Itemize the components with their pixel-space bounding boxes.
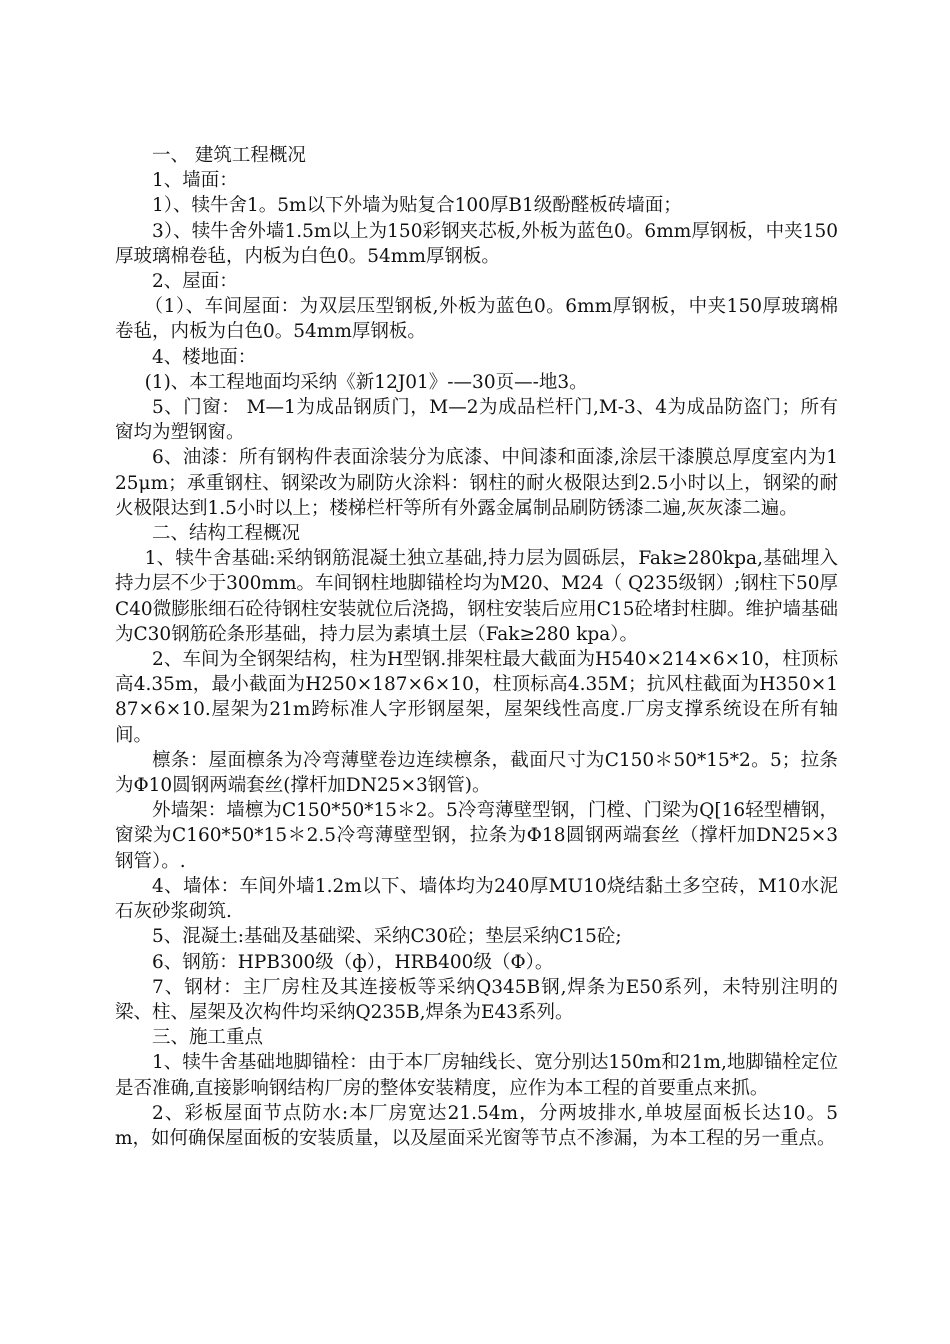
- paragraph: 5、门窗： M—1为成品钢质门，M—2为成品栏杆门,M-3、4为成品防盗门；所有窗均为塑钢窗。: [115, 397, 838, 444]
- paragraph: 6、油漆：所有钢构件表面涂装分为底漆、中间漆和面漆,涂层干漆膜总厚度室内为125μm；承重钢柱、钢梁改为刷防火涂料：钢柱的耐火极限达到2.5小时以上，钢梁的耐火极限达到1.5小时以上；楼梯栏杆等所有外露金属制品刷防锈漆二遍,灰灰漆二遍。: [115, 447, 838, 519]
- paragraph: 4、墙体：车间外墙1.2m以下、墙体均为240厚MU10烧结黏土多空砖，M10水泥石灰砂浆砌筑.: [115, 875, 838, 923]
- paragraph: 7、钢材：主厂房柱及其连接板等采纳Q345B钢,焊条为E50系列，未特别注明的梁、柱、屋架及次构件均采纳Q235B,焊条为E43系列。: [115, 976, 838, 1023]
- paragraph: 2、车间为全钢架结构，柱为H型钢.排架柱最大截面为H540×214×6×10，柱顶标高4.35m，最小截面为H250×187×6×10，柱顶标高4.35M；抗风柱截面为H350×187×6×10.屋架为21m跨标准人字形钢屋架，屋架线性高度.厂房支撑系统设在所有轴间。: [115, 649, 838, 746]
- paragraph: 檩条：屋面檩条为冷弯薄壁卷边连续檩条，截面尺寸为C150＊50*15*2。5；拉条为Φ10圆钢两端套丝(撑杆加DN25×3钢管)。: [115, 749, 838, 797]
- paragraph: （1）、车间屋面：为双层压型钢板,外板为蓝色0。6mm厚钢板，中夹150厚玻璃棉卷毡，内板为白色0。54mm厚钢板。: [115, 296, 838, 343]
- paragraph: (1)、本工程地面均采纳《新12J01》-—30页—-地3。: [144, 371, 588, 393]
- document-body: [115, 143, 838, 1151]
- section-heading: 二、结构工程概况: [152, 523, 301, 545]
- paragraph: 1、犊牛舍基础:采纳钢筋混凝土独立基础,持力层为圆砾层，Fak≥280kpa,基础埋入持力层不少于300mm。车间钢柱地脚锚栓均为M20、M24（ Q235级钢）;钢柱下50厚C40微膨胀细石砼待钢柱安装就位后浇捣，钢柱安装后应用C15砼堵封柱脚。维护墙基础为C30钢筋砼条形基础，持力层为素填土层（Fak≥280 kpa）。: [115, 548, 838, 645]
- subsection-heading: 1、墙面：: [152, 170, 238, 192]
- section-heading: 一、 建筑工程概况: [152, 145, 306, 166]
- paragraph: 1、犊牛舍基础地脚锚栓：由于本厂房轴线长、宽分别达150m和21m,地脚锚栓定位是否准确,直接影响钢结构厂房的整体安装精度，应作为本工程的首要重点来抓。: [115, 1052, 838, 1099]
- paragraph: 5、混凝土:基础及基础梁、采纳C30砼；垫层采纳C15砼;: [152, 926, 622, 948]
- subsection-heading: 2、屋面：: [152, 271, 238, 293]
- subsection-heading: 4、楼地面：: [152, 346, 257, 368]
- section-heading: 三、施工重点: [152, 1027, 264, 1049]
- paragraph: 3）、犊牛舍外墙1.5m以上为150彩钢夹芯板,外板为蓝色0。6mm厚钢板，中夹150厚玻璃棉卷毡，内板为白色0。54mm厚钢板。: [115, 220, 838, 267]
- paragraph: 2、彩板屋面节点防水:本厂房宽达21.54m，分两坡排水,单坡屋面板长达10。5 m，如何确保屋面板的安装质量，以及屋面采光窗等节点不渗漏，为本工程的另一重点。: [115, 1102, 838, 1149]
- paragraph: 6、钢筋：HPB300级（ф），HRB400级（Φ）。: [152, 951, 554, 973]
- paragraph: 1）、犊牛舍1。5m以下外墙为贴复合100厚B1级酚醛板砖墙面；: [152, 195, 682, 217]
- paragraph: 外墙架：墙檩为C150*50*15＊2。5冷弯薄壁型钢，门樘、门梁为Q[16轻型槽钢，窗梁为C160*50*15＊2.5冷弯薄壁型钢，拉条为Φ18圆钢两端套丝（撑杆加DN25×3钢管）。.: [115, 800, 838, 872]
